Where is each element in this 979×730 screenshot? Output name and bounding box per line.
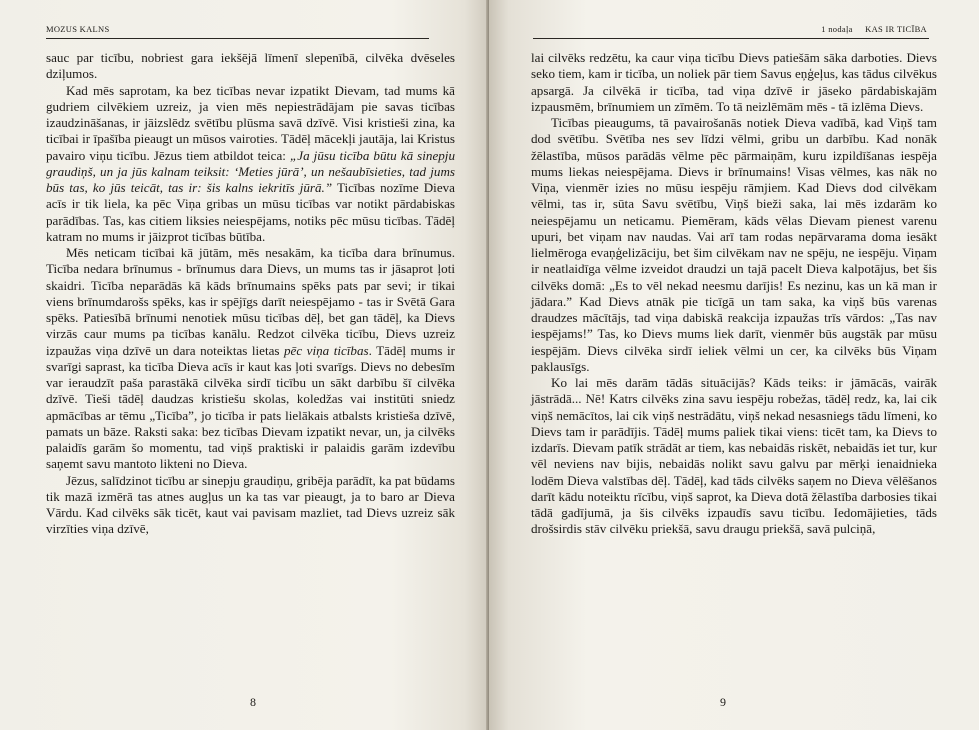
text-run: Mēs neticam ticībai kā jūtām, mēs nesakām, ka ticība dara brīnumus. Ticība nedara brīnumus - brīnumus dara Dievs, un mums tas ir jāsaprot ļoti skaidri. Ticība neparādās kā kāds brīnumains spēks pats par sevi; ir tikai viens brīnumdarošs spēks, kas ir spējīgs darīt neiespējamo - tas ir Svētā Gara spēks. Patiesībā brīnumi nenotiek mūsu ticības dēļ, bet gan tādēļ, ka Dievs virzās caur mums pa ticības kanālu. Redzot cilvēka ticību, Dievs uzreiz izpaužas viņa dzīvē un dara noteiktas lietas [46, 245, 455, 358]
right-page-text [531, 50, 937, 538]
header-rule-left [46, 38, 429, 39]
header-rule-right [533, 38, 929, 39]
left-page [0, 0, 489, 730]
italic-text-run: „Ja jūsu ticība būtu kā sinepju graudiņš, un ja jūs kalnam teiksit: ‘Meties jūrā’, un nešaubīsieties, tad jums būs tas, ko jūs teicāt, tas ir: šis kalns iekritīs jūrā.” [46, 147, 455, 195]
running-head-right [821, 24, 927, 34]
text-run: lai cilvēks redzētu, ka caur viņa ticību Dievs patiešām sāka darboties. Dievs seko tiem, kam ir ticība, un noliek pār tiem Savus eņģeļus, kas tādus cilvēkus apsargā. Ja cilvēkā ir ticība, tad viņa dzīvē ir jāseko pārdabiskajām izpausmēm, brīnumiem un zīmēm. To tā neizlēmām mēs - tā izlēma Dievs. [531, 50, 937, 114]
text-run: Ticības nozīme Dieva acīs ir tik liela, ka pēc Viņa gribas un mūsu ticības var notikt pārdabiskas parādības. Tas, kas citiem liksies neiespējams, notiks pēc mūsu ticības. Tādēļ katram no mums ir jāizprot ticības būtība. [46, 180, 455, 244]
running-head-title: KAS IR TICĪBA [865, 24, 927, 34]
paragraph [531, 115, 937, 375]
italic-text-run: pēc viņa ticības [284, 342, 369, 358]
text-run: sauc par ticību, nobriest gara iekšējā līmenī slepenībā, cilvēka dvēseles dziļumos. [46, 50, 455, 82]
text-run: Kad mēs saprotam, ka bez ticības nevar izpatikt Dievam, tad mums kā gudriem cilvēkiem uzreiz, ja vien mēs nepiestrādājam pie savas ticības izaudzināšanas, ir jāizslēdz svētību plūsma savā dzīvē. Visi kristieši zina, ka ticībai ir īpašība pieaugt un mūsos vairoties. Tādēļ mācekļi jautāja, lai Kristus pavairo viņu ticību. Jēzus tiem atbildot teica: [46, 82, 455, 163]
page-number-left: 8 [250, 695, 256, 709]
paragraph [531, 50, 937, 115]
left-page-text [46, 50, 455, 538]
page-number-right: 9 [720, 695, 726, 709]
text-run: Ko lai mēs darām tādās situācijās? Kāds teiks: ir jāmācās, vairāk jāstrādā... Nē! Katrs cilvēks zina savu iespēju robežas, tādēļ redz, ka, lai cik viņš nemācītos, lai cik viņš nestrādātu, viņš nekad nesasniegs tādu līmeni, ko Dievs tam ir parādījis. Tādēļ mums paliek tikai viens: ticēt tam, ka Dievs to izdarīs. Dievam patīk strādāt ar tiem, kas nebaidās riskēt, nebaidās iet tur, kur vēl neviens nav bijis, nebaidās nolikt savu galvu par mērķi ienaidnieka lodēm Dieva valstības dēļ. Tādēļ, kad tāds cilvēks saņem no Dieva vēlēšanos darīt kādu noteiktu rīcību, viņš saprot, ka Dieva dotā žēlastība darbosies tikai tādā gadījumā, ja šis cilvēks izpaudīs savu ticību. Iedomājieties, tāds drošsirdis stāv cilvēku priekšā, savu draugu priekšā, savā pulciņā, [531, 375, 937, 537]
running-head-chapter: 1 nodaļa [821, 24, 853, 34]
paragraph [531, 375, 937, 538]
running-head-left: MOZUS KALNS [46, 24, 110, 34]
paragraph [46, 50, 455, 83]
text-run: . Tādēļ mums ir svarīgi saprast, ka ticība Dieva acīs ir kaut kas ļoti svarīgs. Dievs no debesīm var ieraudzīt paša parastākā cilvēka sirdī ticību un sākt darbību šī cilvēka dzīvē. Tieši tādēļ daudzas kristiešu skolas, koledžas vai institūti sniedz apmācības ar tēmu „Ticība”, jo ticība ir pats lielākais atbalsts kristieša dzīvē, pamats un bāze. Raksti saka: bez ticības Dievam izpatikt nevar, un, ja cilvēks palaidīs garām šo momentu, tad viņš praktiski ir palaidis garām izdevību saņemt savu mantoto likteni no Dieva. [46, 342, 455, 472]
paragraph [46, 245, 455, 473]
paragraph [46, 83, 455, 246]
right-page [489, 0, 979, 730]
text-run: Jēzus, salīdzinot ticību ar sinepju graudiņu, gribēja parādīt, ka pat būdams tik mazā izmērā tas atnes augļus un ka tas var pieaugt, ja to baro ar Dieva Vārdu. Kad cilvēks sāk ticēt, kaut vai pavisam mazliet, tad Dievs uzreiz sāk virzīties viņa dzīvē, [46, 472, 455, 537]
paragraph [46, 473, 455, 538]
text-run: Ticības pieaugums, tā pavairošanās notiek Dieva vadībā, kad Viņš tam dod svētību. Svētība nes sev līdzi vēlmi, gribu un darbību. Kad nonāk žēlastība, mūsos parādās vēlme pēc pārmaiņām, kuru izpildīšanas iespēja mums liekas neiespējama. Dievs ir brīnumains! Visas vēlmes, kas nāk no Viņa, vienmēr izies no mūsu iespēju rāmjiem. Kad Dievs dod cilvēkam vēlmi, tas ir, sūta Savu svētību, Viņš bieži saka, lai mēs izdarām ko neiespējamu un neticamu. Piemēram, kāds vēlas Dievam pienest varenu upuri, bet viņam nav naudas. Vai arī tam rodas nepārvarama doma iesākt lielmēroga evaņģelizāciju, bet šim cilvēkam nav ne spēju, ne iespēju. Viņam ir neatlaidīga vēlme izveidot draudzi un tajā pacelt Dieva kalpotājus, bet šis cilvēks domā: „Es to vēl nekad neesmu darījis! Es nezinu, kas un kā man ir jādara.” Kad Dievs atnāk pie ticīgā un tam saka, ka viņš būs varenas draudzes mācītājs, tad viņa dabiskā reakcija izpaužas trīs vārdos: „Tas nav iespējams!” Tas, ko Dievs mums liek darīt, vienmēr būs augstāk par mūsu iespējām. Dievs cilvēka sirdī ieliek vēlmi un cer, ka cilvēks būs Viņam paklausīgs. [531, 115, 937, 374]
